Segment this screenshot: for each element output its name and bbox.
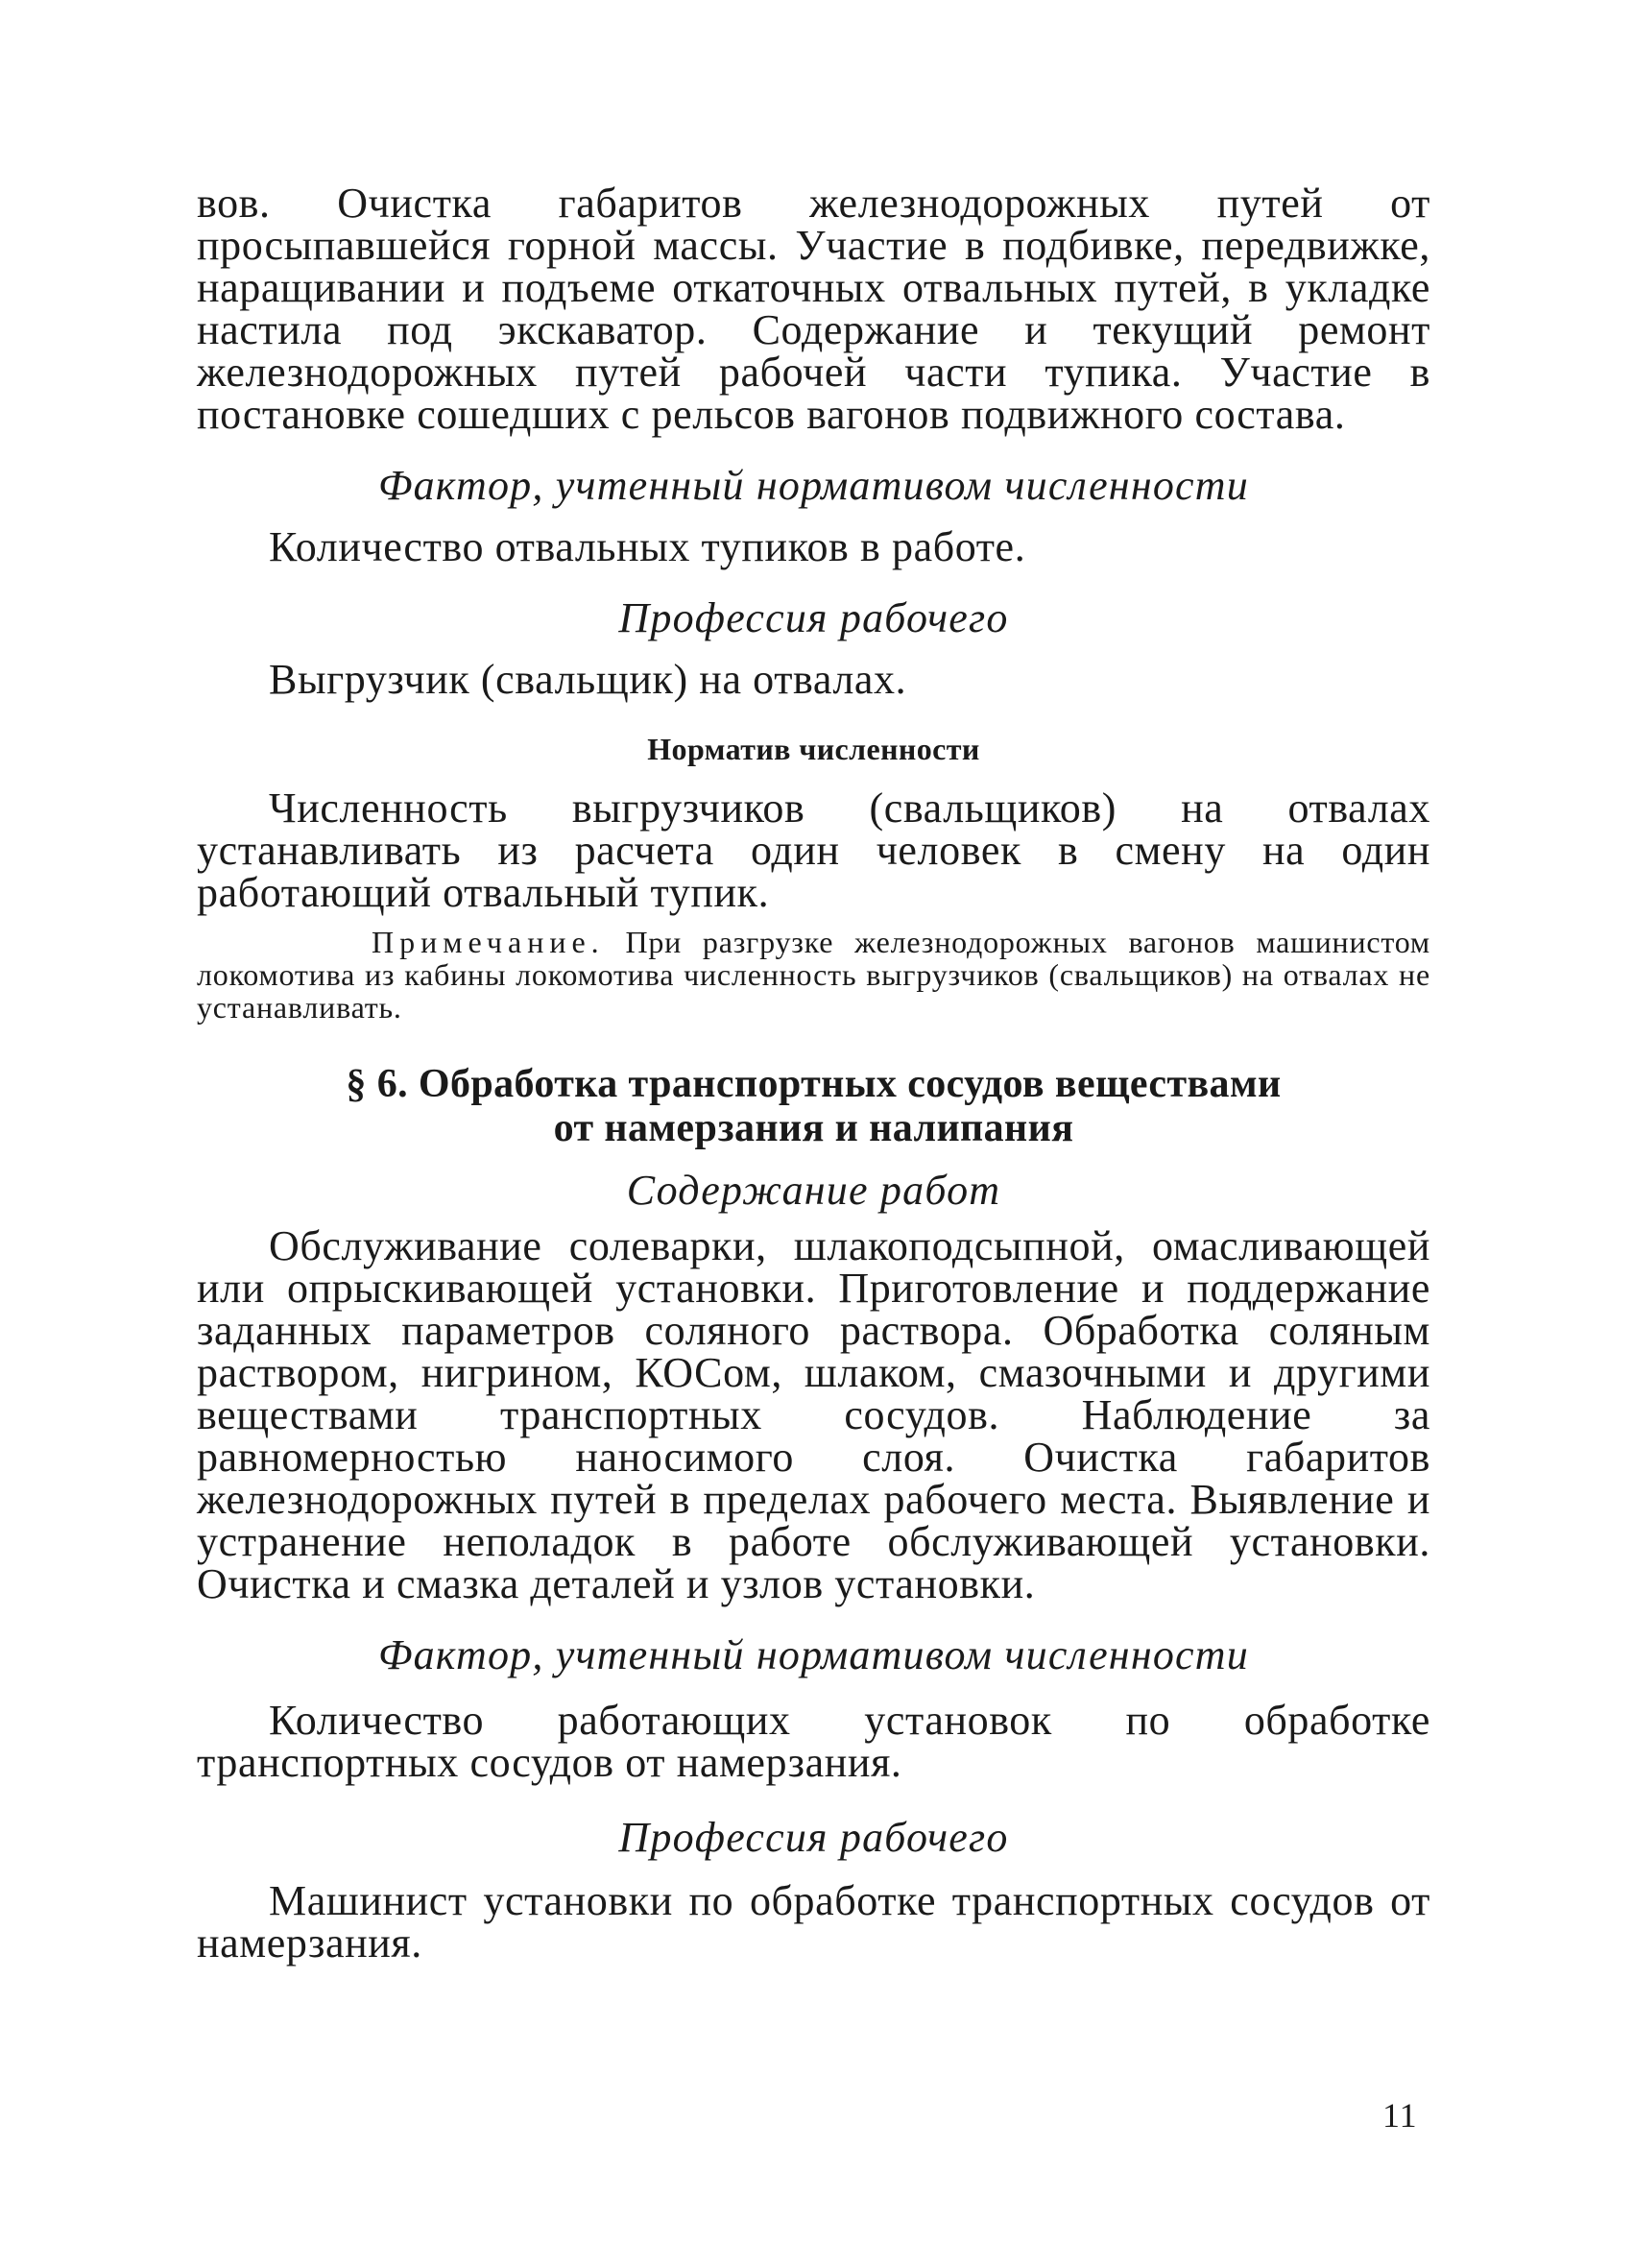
heading-factor: Фактор, учтенный нормативом численности xyxy=(378,462,1249,509)
paragraph-profession: Выгрузчик (свальщик) на отвалах. xyxy=(269,656,907,703)
paragraph-profession-2: Машинист установки по обработке транспортных сосудов от намерзания. xyxy=(197,1877,1430,1966)
paragraph-factor-2: Количество работающих установок по обработке транспортных сосудов от намерзания. xyxy=(197,1697,1430,1786)
paragraph-continuation: вов. Очистка габаритов железнодорожных путей от просыпавшейся горной массы. Участие в подбивке, передвижке, наращивании и подъеме откаточных отвальных путей, в укладке настила под экскаватор. Содержание и текущий ремонт железнодорожных путей рабочей части тупика. Участие в постановке сошедших с рельсов вагонов подвижного состава. xyxy=(197,180,1430,438)
section-title xyxy=(197,1062,1430,1150)
note xyxy=(197,926,1430,1024)
page-body xyxy=(197,182,1430,1965)
note-text: При разгрузке железнодорожных вагонов машинистом локомотива из кабины локомотива численность выгрузчиков (свальщиков) на отвалах не устанавливать. xyxy=(197,925,1430,1025)
heading-norm: Норматив численности xyxy=(647,732,980,766)
section-title-line-2: от намерзания и налипания xyxy=(553,1106,1074,1150)
heading-profession: Профессия рабочего xyxy=(618,594,1009,641)
paragraph-factor: Количество отвальных тупиков в работе. xyxy=(269,523,1026,570)
note-label: Примечание. xyxy=(372,925,605,959)
heading-content: Содержание работ xyxy=(626,1167,1001,1214)
page-number: 11 xyxy=(1382,2096,1418,2135)
heading-factor-2: Фактор, учтенный нормативом численности xyxy=(378,1631,1249,1678)
section-title-line-1: § 6. Обработка транспортных сосудов веществами xyxy=(346,1062,1282,1106)
paragraph-content: Обслуживание солеварки, шлакоподсыпной, омасливающей или опрыскивающей установки. Приготовление и поддержание заданных параметров соляного раствора. Обработка соляным раствором, нигрином, КОСом, шлаком, смазочными и другими веществами транспортных сосудов. Наблюдение за равномерностью наносимого слоя. Очистка габаритов железнодорожных путей в пределах рабочего места. Выявление и устранение неполадок в работе обслуживающей установки. Очистка и смазка деталей и узлов установки. xyxy=(197,1222,1430,1607)
heading-profession-2: Профессия рабочего xyxy=(618,1814,1009,1861)
paragraph-norm: Численность выгрузчиков (свальщиков) на отвалах устанавливать из расчета один человек в смену на один работающий отвальный тупик. xyxy=(197,784,1430,916)
